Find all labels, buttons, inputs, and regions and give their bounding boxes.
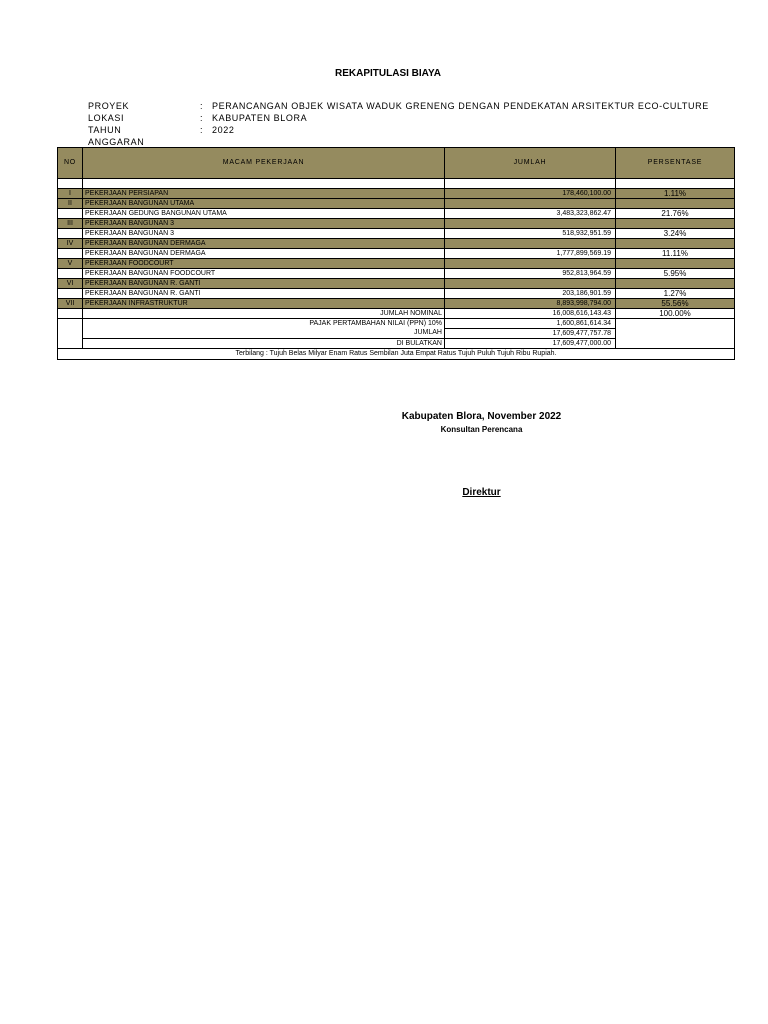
info-colon: : — [200, 101, 204, 111]
info-colon: : — [200, 125, 204, 135]
row-category: PEKERJAAN BANGUNAN R. GANTI — [83, 279, 445, 289]
row-pct: 1.27% — [616, 289, 735, 299]
row-pct: 5.95% — [616, 269, 735, 279]
row-no: II — [58, 199, 83, 209]
row-pct: 3.24% — [616, 229, 735, 239]
table-row — [58, 229, 735, 239]
row-category: PEKERJAAN INFRASTRUKTUR — [83, 299, 445, 309]
jumlah-value: 17,609,477,757.78 — [445, 329, 616, 339]
row-subitem: PEKERJAAN BANGUNAN R. GANTI — [83, 289, 445, 299]
row-subitem: PEKERJAAN BANGUNAN 3 — [83, 229, 445, 239]
table-row — [58, 209, 735, 219]
row-subitem: PEKERJAAN GEDUNG BANGUNAN UTAMA — [83, 209, 445, 219]
row-no: IV — [58, 239, 83, 249]
consultant-label: Konsultan Perencana — [440, 425, 523, 434]
ppn-row — [58, 319, 735, 329]
table-row — [58, 269, 735, 279]
place-date: Kabupaten Blora, November 2022 — [401, 411, 562, 422]
row-pct: 21.76% — [616, 209, 735, 219]
row-jumlah: 178,460,100.00 — [445, 189, 616, 199]
table-row — [58, 299, 735, 309]
table-row — [58, 219, 735, 229]
row-category: PEKERJAAN BANGUNAN DERMAGA — [83, 239, 445, 249]
row-subitem: PEKERJAAN BANGUNAN FOODCOURT — [83, 269, 445, 279]
table-header — [58, 148, 735, 179]
total-nominal-pct: 100.00% — [616, 309, 735, 319]
ppn-value: 1,600,861,614.34 — [445, 319, 616, 329]
table-row — [58, 189, 735, 199]
row-no: VII — [58, 299, 83, 309]
director-block — [200, 487, 763, 498]
info-label: PROYEK — [88, 101, 130, 111]
total-nominal-label: JUMLAH NOMINAL — [83, 309, 445, 319]
ppn-label: PAJAK PERTAMBAHAN NILAI (PPN) 10% — [83, 319, 445, 329]
total-nominal-value: 16,008,616,143.43 — [445, 309, 616, 319]
table-row-blank — [58, 179, 735, 189]
row-no: I — [58, 189, 83, 199]
info-value: KABUPATEN BLORA — [212, 113, 308, 123]
row-pct: 55.56% — [616, 299, 735, 309]
row-jumlah: 1,777,899,569.19 — [445, 249, 616, 259]
info-value: 2022 — [212, 125, 235, 135]
table-row — [58, 279, 735, 289]
row-jumlah: 3,483,323,862.47 — [445, 209, 616, 219]
info-value: PERANCANGAN OBJEK WISATA WADUK GRENENG DENGAN PENDEKATAN ARSITEKTUR ECO-CULTURE — [212, 101, 709, 111]
header-jumlah: JUMLAH — [445, 148, 616, 179]
row-category: PEKERJAAN PERSIAPAN — [83, 189, 445, 199]
row-category: PEKERJAAN BANGUNAN UTAMA — [83, 199, 445, 209]
jumlah-row — [58, 329, 735, 339]
dibulatkan-row — [58, 339, 735, 349]
row-pct: 1.11% — [616, 189, 735, 199]
table-row — [58, 199, 735, 209]
dibulatkan-label: DI BULATKAN — [83, 339, 445, 349]
header-persentase: PERSENTASE — [616, 148, 735, 179]
header-no: NO — [58, 148, 83, 179]
table-row — [58, 289, 735, 299]
row-no: III — [58, 219, 83, 229]
dibulatkan-value: 17,609,477,000.00 — [445, 339, 616, 349]
row-jumlah: 8,893,998,794.00 — [445, 299, 616, 309]
row-no: V — [58, 259, 83, 269]
row-pct: 11.11% — [616, 249, 735, 259]
table-row — [58, 259, 735, 269]
total-nominal-row — [58, 309, 735, 319]
info-colon: : — [200, 113, 204, 123]
row-category: PEKERJAAN BANGUNAN 3 — [83, 219, 445, 229]
terbilang-row — [58, 349, 735, 360]
table-row — [58, 239, 735, 249]
document-title: REKAPITULASI BIAYA — [335, 68, 441, 79]
info-label: LOKASI — [88, 113, 125, 123]
cost-table — [57, 147, 735, 360]
row-subitem: PEKERJAAN BANGUNAN DERMAGA — [83, 249, 445, 259]
terbilang-text: Terbilang : Tujuh Belas Milyar Enam Ratus Sembilan Juta Empat Ratus Tujuh Puluh Tujuh Ribu Rupiah. — [58, 349, 735, 360]
director-label: Direktur — [462, 487, 501, 498]
row-jumlah: 952,813,964.59 — [445, 269, 616, 279]
row-no: VI — [58, 279, 83, 289]
info-label: TAHUN ANGGARAN — [88, 125, 145, 147]
jumlah-label: JUMLAH — [83, 329, 445, 339]
table-row — [58, 249, 735, 259]
row-category: PEKERJAAN FOODCOURT — [83, 259, 445, 269]
row-jumlah: 518,932,951.59 — [445, 229, 616, 239]
row-jumlah: 203,186,901.59 — [445, 289, 616, 299]
header-macam: MACAM PEKERJAAN — [83, 148, 445, 179]
